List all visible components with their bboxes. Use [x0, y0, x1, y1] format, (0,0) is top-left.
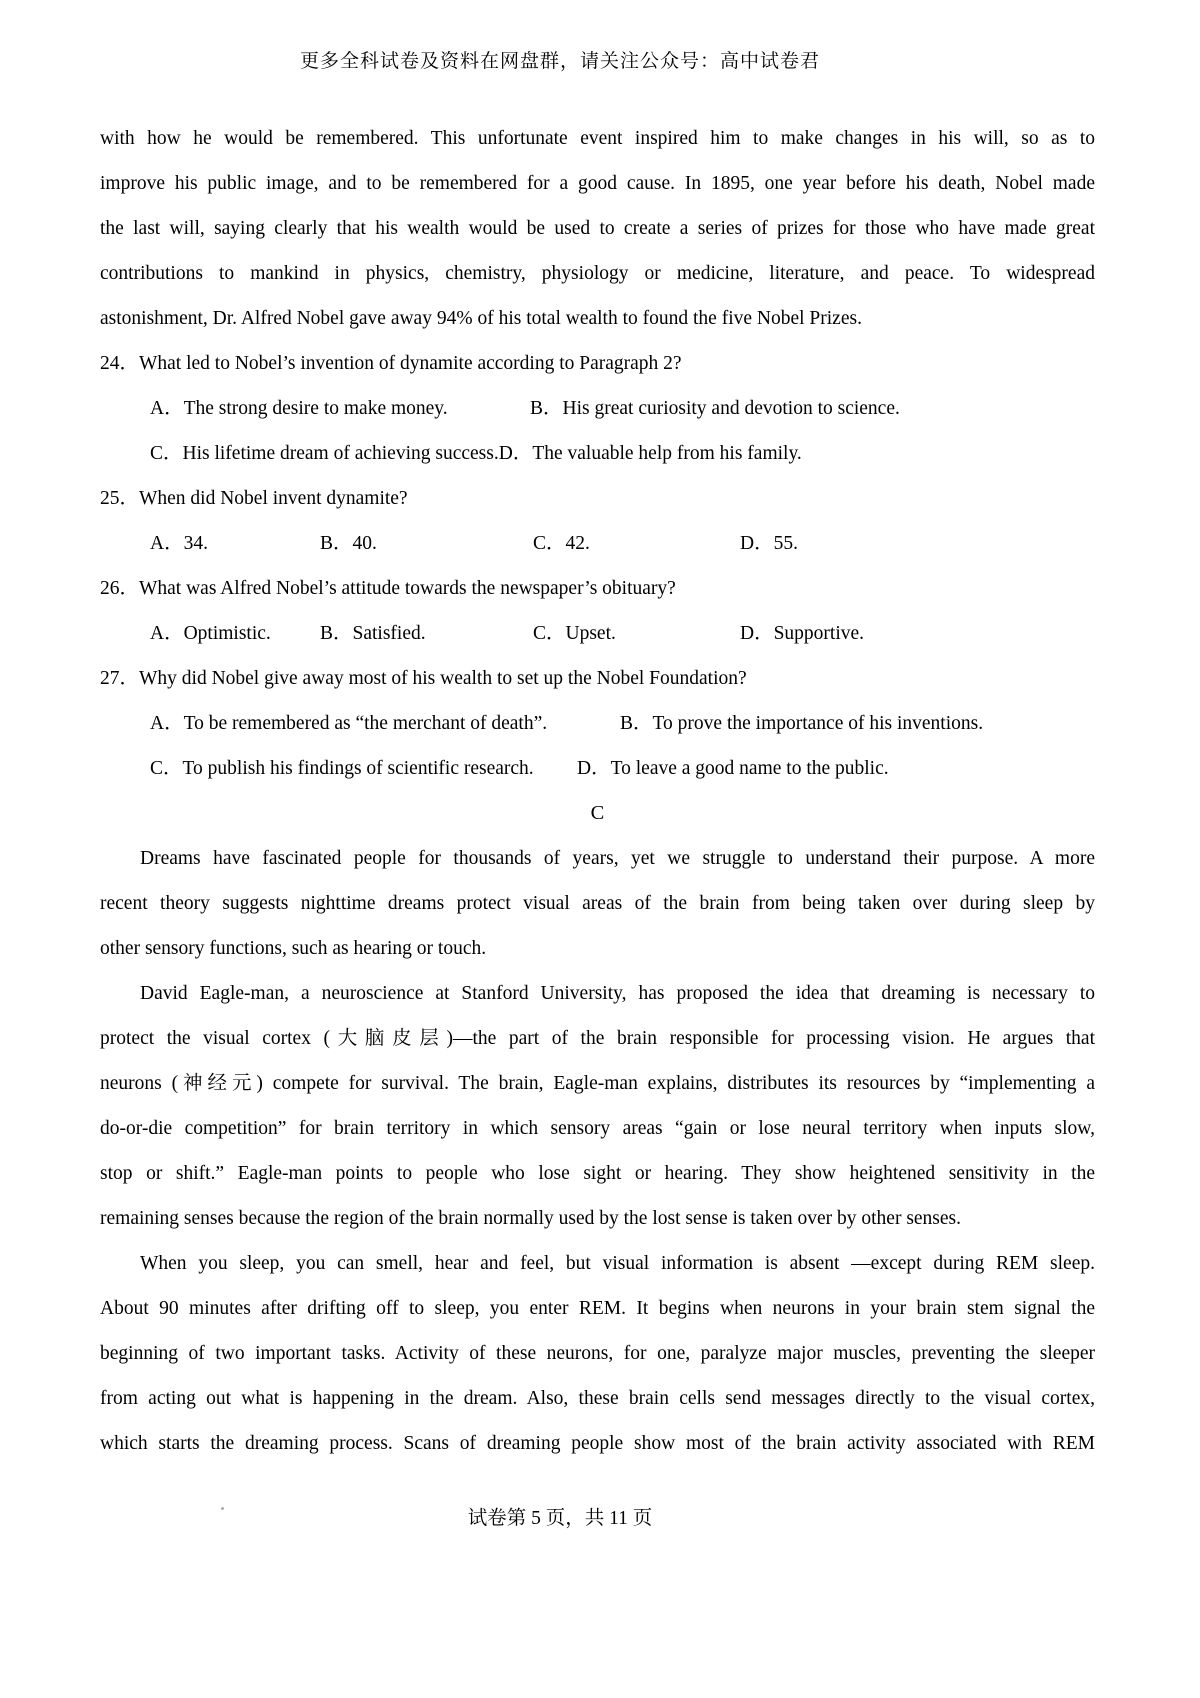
question-27-option-b: B．To prove the importance of his inventions.	[620, 713, 984, 734]
question-26-option-d: D．Supportive.	[740, 623, 865, 644]
page-content	[100, 116, 1095, 1466]
question-27-stem: 27．Why did Nobel give away most of his wealth to set up the Nobel Foundation?	[100, 668, 747, 689]
text-line: recent theory suggests nighttime dreams protect visual areas of the brain from being taken over during sleep by	[100, 893, 1095, 914]
question-24-option-d: D．The valuable help from his family.	[498, 443, 802, 464]
question-27-option-d: D．To leave a good name to the public.	[577, 758, 889, 779]
text-line: David Eagle-man, a neuroscience at Stanford University, has proposed the idea that dreaming is necessary to	[140, 983, 1095, 1004]
text-line: protect the visual cortex (大脑皮层)—the part of the brain responsible for processing vision. He argues that	[100, 1028, 1095, 1049]
text-line: neurons (神经元) compete for survival. The brain, Eagle-man explains, distributes its resources by “implementing a	[100, 1073, 1095, 1094]
question-25-option-a: A．34.	[150, 533, 208, 554]
text-line: beginning of two important tasks. Activity of these neurons, for one, paralyze major muscles, preventing the sleeper	[100, 1343, 1095, 1364]
text-line: other sensory functions, such as hearing or touch.	[100, 938, 487, 959]
question-26	[100, 566, 1095, 656]
text-line: When you sleep, you can smell, hear and feel, but visual information is absent —except during REM sleep.	[140, 1253, 1095, 1274]
question-24-option-a: A．The strong desire to make money.	[150, 398, 448, 419]
question-25-options-row	[100, 521, 1095, 566]
question-25-stem: 25．When did Nobel invent dynamite?	[100, 488, 408, 509]
passage-c-paragraph-3	[100, 1241, 1095, 1466]
question-26-options-row	[100, 611, 1095, 656]
question-26-option-b: B．Satisfied.	[320, 623, 426, 644]
text-line: do-or-die competition” for brain territory in which sensory areas “gain or lose neural territory when inputs slow,	[100, 1118, 1095, 1139]
question-27	[100, 656, 1095, 791]
question-26-stem: 26．What was Alfred Nobel’s attitude towards the newspaper’s obituary?	[100, 578, 676, 599]
question-27-option-a: A．To be remembered as “the merchant of death”.	[150, 713, 548, 734]
text-line: with how he would be remembered. This unfortunate event inspired him to make changes in his will, so as to	[100, 128, 1095, 149]
question-24	[100, 341, 1095, 476]
passage-c-paragraph-1	[100, 836, 1095, 971]
text-line: astonishment, Dr. Alfred Nobel gave away 94% of his total wealth to found the five Nobel Prizes.	[100, 308, 862, 329]
text-line: stop or shift.” Eagle-man points to people who lose sight or hearing. They show heightened sensitivity in the	[100, 1163, 1095, 1184]
text-line: from acting out what is happening in the dream. Also, these brain cells send messages directly to the visual cortex,	[100, 1388, 1095, 1409]
text-line: contributions to mankind in physics, chemistry, physiology or medicine, literature, and peace. To widespread	[100, 263, 1095, 284]
question-25-option-c: C．42.	[533, 533, 590, 554]
question-24-option-b: B．His great curiosity and devotion to science.	[530, 398, 900, 419]
section-c-label: C	[590, 802, 605, 824]
text-line: the last will, saying clearly that his wealth would be used to create a series of prizes for those who have made great	[100, 218, 1095, 239]
passage-b-paragraph	[100, 116, 1095, 341]
text-line: improve his public image, and to be remembered for a good cause. In 1895, one year before his death, Nobel made	[100, 173, 1095, 194]
question-25-option-d: D．55.	[740, 533, 798, 554]
question-27-options-row-2	[100, 746, 1095, 791]
text-line: which starts the dreaming process. Scans of dreaming people show most of the brain activity associated with REM	[100, 1433, 1095, 1454]
question-26-option-c: C．Upset.	[533, 623, 616, 644]
promo-header: 更多全科试卷及资料在网盘群，请关注公众号：高中试卷君	[299, 51, 820, 72]
question-27-options-row-1	[100, 701, 1095, 746]
text-line: remaining senses because the region of the brain normally used by the lost sense is taken over by other senses.	[100, 1208, 962, 1229]
question-24-options-row-1	[100, 386, 1095, 431]
text-line: About 90 minutes after drifting off to sleep, you enter REM. It begins when neurons in your brain stem signal the	[100, 1298, 1095, 1319]
question-26-option-a: A．Optimistic.	[150, 623, 271, 644]
question-25-option-b: B．40.	[320, 533, 377, 554]
question-25	[100, 476, 1095, 566]
page-number-footer: 试卷第 5 页，共 11 页	[467, 1508, 653, 1529]
passage-c-paragraph-2	[100, 971, 1095, 1241]
question-24-options-row-2	[100, 431, 1095, 476]
question-27-option-c: C．To publish his findings of scientific research.	[150, 758, 534, 779]
question-24-option-c: C．His lifetime dream of achieving success.	[150, 443, 499, 464]
question-24-stem: 24．What led to Nobel’s invention of dynamite according to Paragraph 2?	[100, 353, 682, 374]
text-line: Dreams have fascinated people for thousands of years, yet we struggle to understand their purpose. A more	[140, 848, 1095, 869]
